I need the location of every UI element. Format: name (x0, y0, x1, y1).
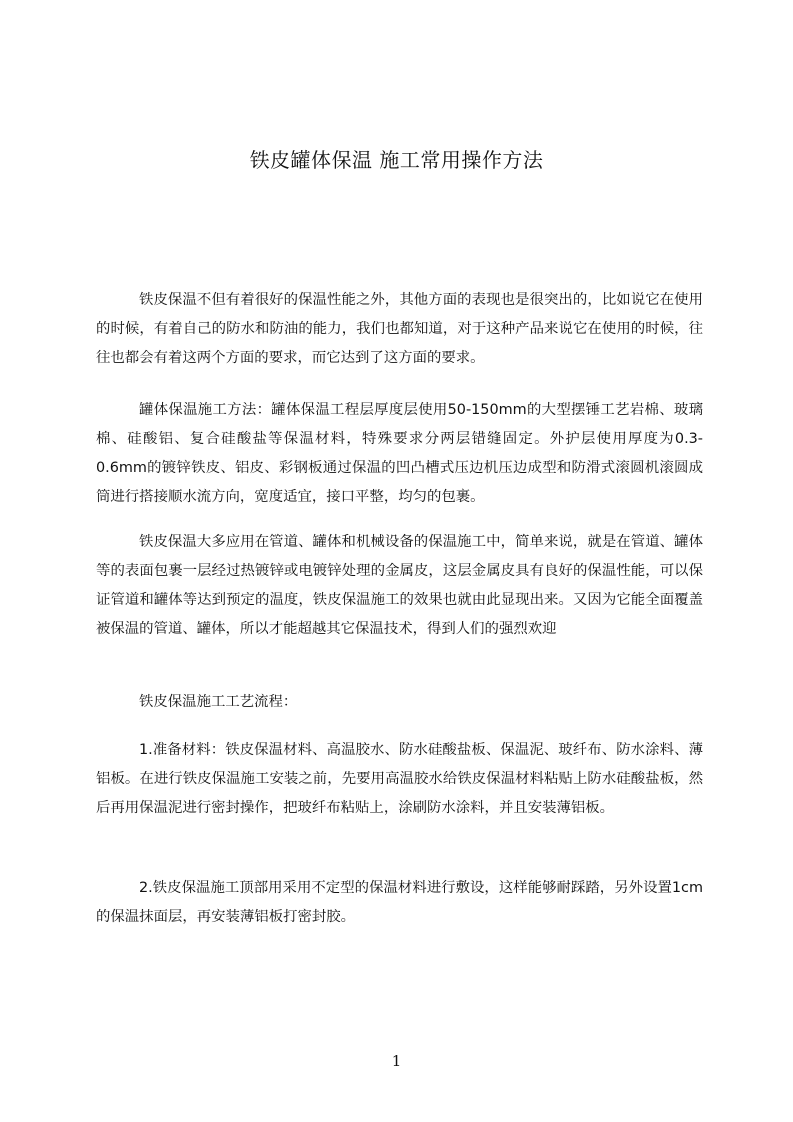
page-number: 1 (391, 1052, 402, 1070)
paragraph-construction-method: 罐体保温施工方法：罐体保温工程层厚度层使用50-150mm的大型摆锤工艺岩棉、玻璃棉、硅酸铝、复合硅酸盐等保温材料，特殊要求分两层错缝固定。外护层使用厚度为0.3-0.6mm的镀锌铁皮、铝皮、彩钢板通过保温的凹凸槽式压边机压边成型和防滑式滚圆机滚圆成筒进行搭接顺水流方向，宽度适宜，接口平整，均匀的包裹。 (96, 402, 703, 505)
paragraph-step-2: 2.铁皮保温施工顶部用采用不定型的保温材料进行敷设，这样能够耐踩踏，另外设置1cm的保温抹面层，再安装薄铝板打密封胶。 (96, 880, 703, 925)
paragraph-step-1: 1.准备材料：铁皮保温材料、高温胶水、防水硅酸盐板、保温泥、玻纤布、防水涂料、薄铝板。在进行铁皮保温施工安装之前，先要用高温胶水给铁皮保温材料粘贴上防水硅酸盐板，然后再用保温泥进行密封操作，把玻纤布粘贴上，涂刷防水涂料，并且安装薄铝板。 (96, 742, 703, 816)
paragraph-application: 铁皮保温大多应用在管道、罐体和机械设备的保温施工中，简单来说，就是在管道、罐体等的表面包裹一层经过热镀锌或电镀锌处理的金属皮，这层金属皮具有良好的保温性能，可以保证管道和罐体等达到预定的温度，铁皮保温施工的效果也就由此显现出来。又因为它能全面覆盖被保温的管道、罐体，所以才能超越其它保温技术，得到人们的强烈欢迎 (96, 534, 703, 637)
paragraph-process-heading: 铁皮保温施工工艺流程： (139, 694, 298, 710)
document-title: 铁皮罐体保温 施工常用操作方法 (249, 148, 544, 172)
paragraph-intro: 铁皮保温不但有着很好的保温性能之外，其他方面的表现也是很突出的，比如说它在使用的时候，有着自己的防水和防油的能力，我们也都知道，对于这种产品来说它在使用的时候，往往也都会有着这两个方面的要求，而它达到了这方面的要求。 (96, 292, 703, 366)
